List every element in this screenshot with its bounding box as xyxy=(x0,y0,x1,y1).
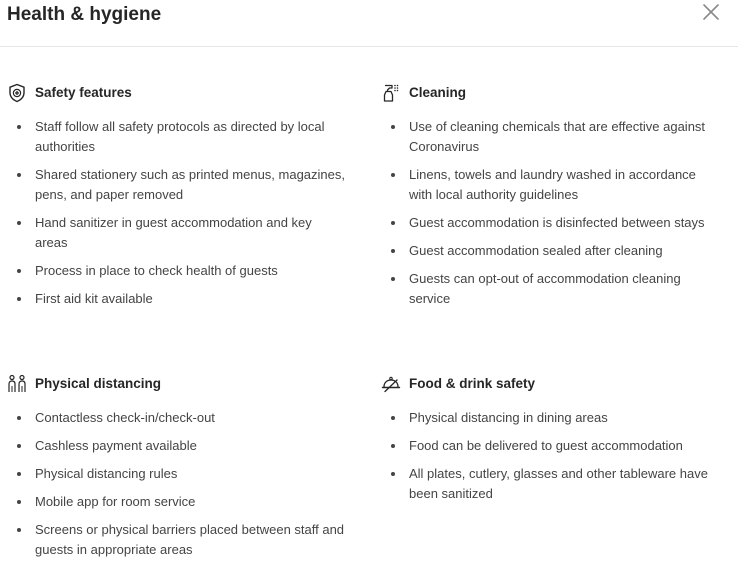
list-item: All plates, cutlery, glasses and other tableware have been sanitized xyxy=(381,464,721,504)
section-physical-distancing xyxy=(7,373,347,568)
feature-list xyxy=(381,117,721,309)
section-header xyxy=(7,373,347,395)
list-item: Cashless payment available xyxy=(7,436,347,456)
list-item: Shared stationery such as printed menus, magazines, pens, and paper removed xyxy=(7,165,347,205)
section-title: Safety features xyxy=(35,85,132,100)
list-item: Guest accommodation is disinfected between stays xyxy=(381,213,721,233)
list-item: Staff follow all safety protocols as directed by local authorities xyxy=(7,117,347,157)
close-icon xyxy=(702,3,720,21)
list-item: Hand sanitizer in guest accommodation and key areas xyxy=(7,213,347,253)
spray-bottle-icon xyxy=(381,83,401,103)
close-button[interactable] xyxy=(702,3,720,21)
shield-plus-icon xyxy=(7,83,27,103)
section-cleaning xyxy=(381,82,721,317)
list-item: Process in place to check health of guests xyxy=(7,261,347,281)
people-distancing-icon xyxy=(7,374,27,394)
list-item: Screens or physical barriers placed between staff and guests in appropriate areas xyxy=(7,520,347,560)
section-title: Cleaning xyxy=(409,85,467,100)
list-item: Physical distancing rules xyxy=(7,464,347,484)
feature-list xyxy=(7,408,347,560)
section-title: Food & drink safety xyxy=(409,376,536,391)
list-item: Physical distancing in dining areas xyxy=(381,408,721,428)
section-title: Physical distancing xyxy=(35,376,162,391)
feature-list xyxy=(7,117,347,309)
section-header xyxy=(7,82,347,104)
section-header xyxy=(381,373,721,395)
feature-list xyxy=(381,408,721,504)
list-item: Mobile app for room service xyxy=(7,492,347,512)
page-title: Health & hygiene xyxy=(7,4,162,25)
list-item: Guest accommodation sealed after cleaning xyxy=(381,241,721,261)
list-item: Guests can opt-out of accommodation cleaning service xyxy=(381,269,721,309)
list-item: Linens, towels and laundry washed in accordance with local authority guidelines xyxy=(381,165,721,205)
modal-header xyxy=(0,0,738,47)
food-cloche-icon xyxy=(381,374,401,394)
section-food-drink-safety xyxy=(381,373,721,512)
list-item: Contactless check-in/check-out xyxy=(7,408,347,428)
section-safety-features xyxy=(7,82,347,317)
section-header xyxy=(381,82,721,104)
list-item: Food can be delivered to guest accommodation xyxy=(381,436,721,456)
list-item: First aid kit available xyxy=(7,289,347,309)
list-item: Use of cleaning chemicals that are effective against Coronavirus xyxy=(381,117,721,157)
